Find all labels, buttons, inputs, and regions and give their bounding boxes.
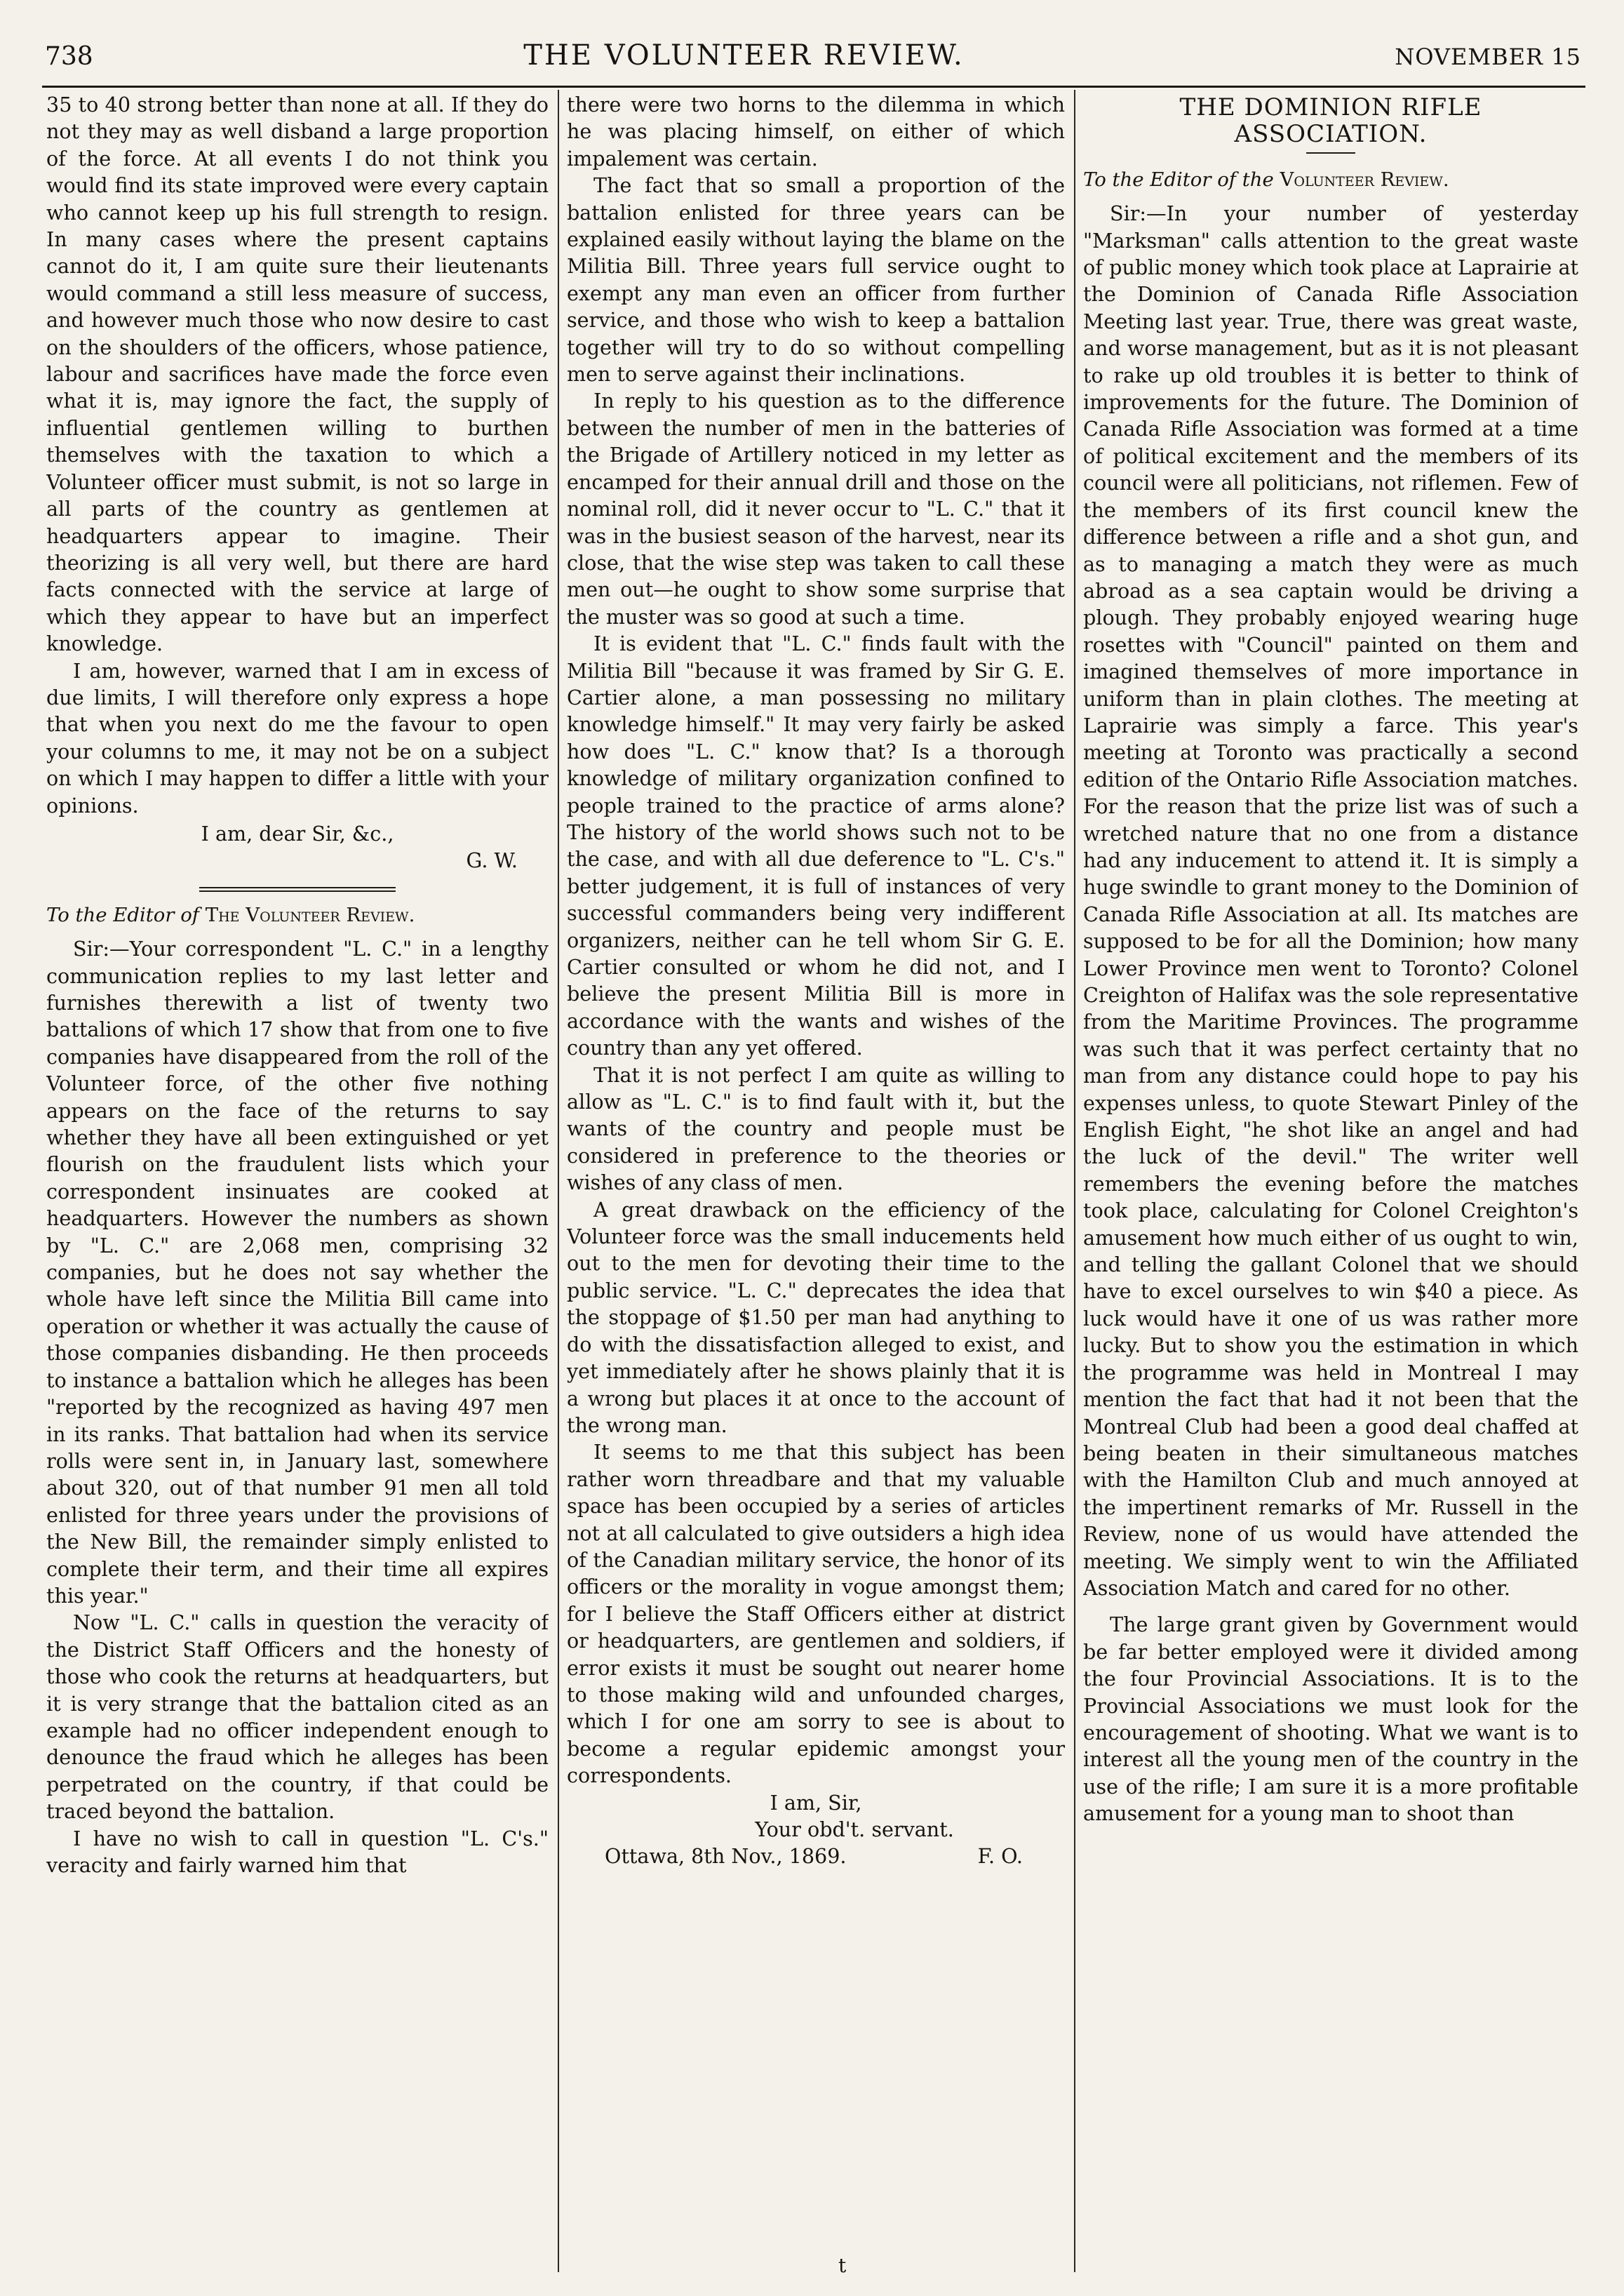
col1-paragraph-4: Now "L. C." calls in question the veracity of the District Staff Officers and the honesty of those who cook the returns at headquarters, but it is very strange that the battalion cited as an example had no officer independent enough to denounce the fraud which he alleges has been perpetrated on the country, if that could be traced beyond the battalion.: [46, 1610, 549, 1824]
col2-signature-block: [567, 1789, 1065, 1870]
column-1: [46, 91, 549, 2281]
col2-paragraph-6: A great drawback on the efficiency of the Volunteer force was the small inducements held out to the men for devoting their time to the public service. "L. C." deprecates the idea that the stoppage of $1.50 per man had anything to do with the dissatisfaction alleged to exist, and yet immediately after he shows plainly that it is a wrong but places it at once to the account of the wrong man.: [567, 1197, 1065, 1437]
page-number: 738: [45, 42, 93, 71]
col1-salutation: To the Editor of The Volunteer Review.: [46, 903, 415, 926]
col1-signature: G. W.: [466, 848, 518, 873]
col2-signature: F. O.: [977, 1844, 1023, 1869]
col2-paragraph-3: In reply to his question as to the difference between the number of men in the batteries of the Brigade of Artillery noticed in my letter as encamped for their annual drill and those on the nominal roll, did it never occur to "L. C." that it was in the busiest season of the harvest, near its close, that the wise step was taken to call these men out—he ought to show some surprise that the muster was so good at such a time.: [567, 389, 1065, 629]
column-2: [567, 91, 1065, 2281]
col2-place-date: Ottawa, 8th Nov., 1869.: [605, 1844, 847, 1869]
col3-paragraph-1: Sir:—In your number of yesterday "Marksman" calls attention to the great waste of public money which took place at Laprairie at the Dominion of Canada Rifle Association Meeting last year. True, there was great waste, and worse management, but as it is not pleasant to rake up old troubles it is better to think of improvements for the future. The Dominion of Canada Rifle Association was formed at a time of political excitement and the members of its council were all politicians, not riflemen. Few of the members of its first council knew the difference between a rifle and a shot gun, and as to managing a match they were as much abroad as a sea captain would be driving a plough. They probably enjoyed wearing huge rosettes with "Council" painted on them and imagined themselves of more importance in uniform than in plain clothes. The meeting at Laprairie was simply a farce. This year's meeting at Toronto was practically a second edition of the Ontario Rifle Association matches. For the reason that the prize list was of such a wretched nature that no one from a distance had any inducement to attend it. It is simply a huge swindle to grant money to the Dominion of Canada Rifle Association at all. Its matches are supposed to be for all the Dominion; how many Lower Province men went to Toronto? Colonel Creighton of Halifax was the sole representative from the Maritime Provinces. The programme was such that it was perfect certainty that no man from any distance could hope to pay his expenses unless, to quote Stewart Pinley of the English Eight, "he shot like an angel and had the luck of the devil." The writer well remembers the evening before the matches took place, calculating for Colonel Creighton's amusement how much either of us ought to win, and telling the gallant Colonel that we should have to excel ourselves to win $40 a piece. As luck would have it one of us was rather more lucky. But to show you the estimation in which the programme was held in Montreal I may mention the fact that had it not been that the Montreal Club had been a good deal chaffed at being beaten in their simultaneous matches with the Hamilton Club and much annoyed at the impertinent remarks of Mr. Russell in the Review, none of us would have attended the meeting. We simply went to win the Affiliated Association Match and cared for no other.: [1083, 201, 1578, 1600]
col2-paragraph-7: It seems to me that this subject has been rather worn threadbare and that my valuable space has been occupied by a series of articles not at all calculated to give outsiders a high idea of the Canadian military service, the honor of its officers or the morality in vogue amongst them; for I believe the Staff Officers either at district or headquarters, are gentlemen and soldiers, if error exists it must be sought out nearer home to those making wild and unfounded charges, which I for one am sorry to see is about to become a regular epidemic amongst your correspondents.: [567, 1440, 1065, 1788]
col2-close-1: I am, Sir,: [770, 1790, 862, 1815]
col2-dateline: [567, 1843, 1065, 1869]
col1-paragraph-2: I am, however, warned that I am in excess of due limits, I will therefore only express a hope that when you next do me the favour to open your columns to me, it may not be on a subject on which I may happen to differ a little with your opinions.: [46, 658, 549, 817]
header-rule: [42, 86, 1585, 88]
page-header: [45, 39, 1581, 81]
column-3: [1083, 91, 1578, 2281]
issue-date: NOVEMBER 15: [1395, 44, 1581, 70]
newspaper-title: THE VOLUNTEER REVIEW.: [523, 39, 965, 72]
col2-close-2: Your obd't. servant.: [755, 1817, 954, 1841]
col3-salutation: To the Editor of the Volunteer Review.: [1083, 168, 1449, 191]
letter-separator: [199, 887, 396, 892]
heading-rule: [1306, 152, 1355, 154]
col2-paragraph-2: The fact that so small a proportion of the battalion enlisted for three years can be explained easily without laying the blame on the Militia Bill. Three years full service ought to exempt any man even an officer from further service, and those who wish to keep a battalion together will try to do so without compelling men to serve against their inclinations.: [567, 173, 1065, 387]
col3-paragraph-2: The large grant given by Government would be far better employed were it divided among the four Provincial Associations. It is to the Provincial Associations we must look for the encouragement of shooting. What we want is to interest all the young men of the country in the use of the rifle; I am sure it is a more profitable amusement for a young man to shoot than: [1083, 1613, 1578, 1826]
column-divider-1: [558, 90, 559, 2272]
col1-paragraph-5: I have no wish to call in question "L. C's." veracity and fairly warned him that: [46, 1826, 549, 1877]
column-divider-2: [1074, 90, 1075, 2272]
col1-paragraph-1: 35 to 40 strong better than none at all. If they do not they may as well disband a large proportion of the force. At all events I do not think you would find its state improved were every captain who cannot keep up his full strength to resign. In many cases where the present captains cannot do it, I am quite sure their lieutenants would command a still less measure of success, and however much those who now desire to cast on the shoulders of the officers, whose patience, labour and sacrifices have made the force even what it is, may ignore the fact, the supply of influential gentlemen willing to burthen themselves with the taxation to which a Volunteer officer must submit, is not so large in all parts of the country as gentlemen at headquarters appear to imagine. Their theorizing is all very well, but there are hard facts connected with the service at large of which they appear to have but an imperfect knowledge.: [46, 93, 549, 656]
col2-paragraph-5: That it is not perfect I am quite as willing to allow as "L. C." is to find fault with it, but the wants of the country and people must be considered in preference to the theories or wishes of any class of men.: [567, 1062, 1065, 1195]
col2-paragraph-4: It is evident that "L. C." finds fault with the Militia Bill "because it was framed by Sir G. E. Cartier alone, a man possessing no military knowledge himself." It may very fairly be asked how does "L. C." know that? Is a thorough knowledge of military organization confined to people trained to the practice of arms alone? The history of the world shows such not to be the case, and with all due deference to "L. C's." better judgement, it is full of instances of very successful commanders being very indifferent organizers, neither can he tell whom Sir G. E. Cartier consulted or whom he did not, and I believe the present Militia Bill is more in accordance with the wants and wishes of the country than any yet offered.: [567, 632, 1065, 1060]
article-heading: THE DOMINION RIFLE ASSOCIATION.: [1179, 93, 1482, 149]
footer-mark: t: [838, 2254, 847, 2277]
col1-complimentary-close: I am, dear Sir, &c.,: [201, 821, 394, 846]
col1-paragraph-3: Sir:—Your correspondent "L. C." in a lengthy communication replies to my last letter and furnishes therewith a list of twenty two battalions of which 17 show that from one to five companies have disappeared from the roll of the Volunteer force, of the other five nothing appears on the face of the returns to say whether they have all been extinguished or yet flourish on the fraudulent lists which your correspondent insinuates are cooked at headquarters. However the numbers as shown by "L. C." are 2,068 men, comprising 32 companies, but he does not say whether the whole have left since the Militia Bill came into operation or whether it was actually the cause of those companies disbanding. He then proceeds to instance a battalion which he alleges has been "reported by the recognized as having 497 men in its ranks. That battalion had when its service rolls were sent in, in January last, somewhere about 320, out of that number 91 men all told enlisted for three years under the provisions of the New Bill, the remainder simply enlisted to complete their term, and their time all expires this year.": [46, 937, 549, 1608]
col2-paragraph-1: there were two horns to the dilemma in which he was placing himself, on either of which impalement was certain.: [567, 93, 1065, 171]
